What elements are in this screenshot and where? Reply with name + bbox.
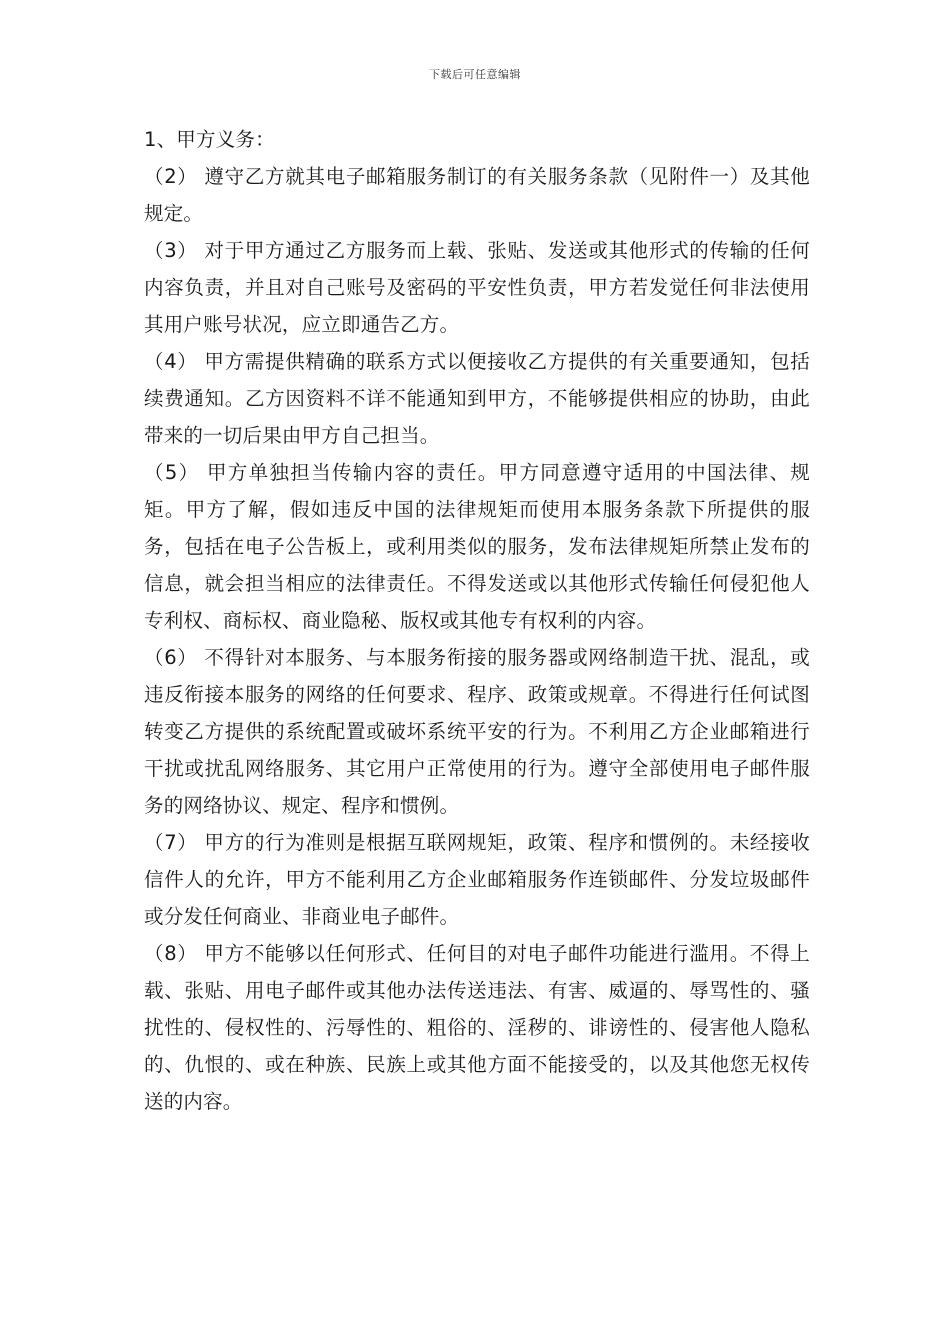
clause-7: （7） 甲方的行为准则是根据互联网规矩，政策、程序和惯例的。未经接收信件人的允许，甲方不能利用乙方企业邮箱服务作连锁邮件、分发垃圾邮件或分发任何商业、非商业电子邮件。 bbox=[144, 831, 810, 928]
document-body bbox=[144, 121, 810, 1120]
clause-4: （4） 甲方需提供精确的联系方式以便接收乙方提供的有关重要通知，包括续费通知。乙方因资料不详不能通知到甲方，不能够提供相应的协助，由此带来的一切后果由甲方自己担当。 bbox=[144, 350, 810, 447]
page-header: 下载后可任意编辑 bbox=[429, 68, 521, 81]
clause-8: （8） 甲方不能够以任何形式、任何目的对电子邮件功能进行滥用。不得上载、张贴、用电子邮件或其他办法传送违法、有害、威逼的、辱骂性的、骚扰性的、侵权性的、污辱性的、粗俗的、淫秽的、诽谤性的、侵害他人隐私的、仇恨的、或在种族、民族上或其他方面不能接受的，以及其他您无权传送的内容。 bbox=[144, 942, 810, 1113]
clause-2: （2） 遵守乙方就其电子邮箱服务制订的有关服务条款（见附件一）及其他规定。 bbox=[144, 165, 810, 225]
clause-3: （3） 对于甲方通过乙方服务而上载、张贴、发送或其他形式的传输的任何内容负责，并且对自己账号及密码的平安性负责，甲方若发觉任何非法使用其用户账号状况，应立即通告乙方。 bbox=[144, 239, 810, 336]
clause-6: （6） 不得针对本服务、与本服务衔接的服务器或网络制造干扰、混乱，或违反衔接本服务的网络的任何要求、程序、政策或规章。不得进行任何试图转变乙方提供的系统配置或破坏系统平安的行为。不利用乙方企业邮箱进行干扰或扰乱网络服务、其它用户正常使用的行为。遵守全部使用电子邮件服务的网络协议、规定、程序和惯例。 bbox=[144, 646, 810, 817]
clause-5: （5） 甲方单独担当传输内容的责任。甲方同意遵守适用的中国法律、规矩。甲方了解，假如违反中国的法律规矩而使用本服务条款下所提供的服务，包括在电子公告板上，或利用类似的服务，发布法律规矩所禁止发布的信息，就会担当相应的法律责任。不得发送或以其他形式传输任何侵犯他人专利权、商标权、商业隐秘、版权或其他专有权利的内容。 bbox=[144, 461, 810, 632]
section-heading: 1、甲方义务： bbox=[144, 128, 275, 151]
